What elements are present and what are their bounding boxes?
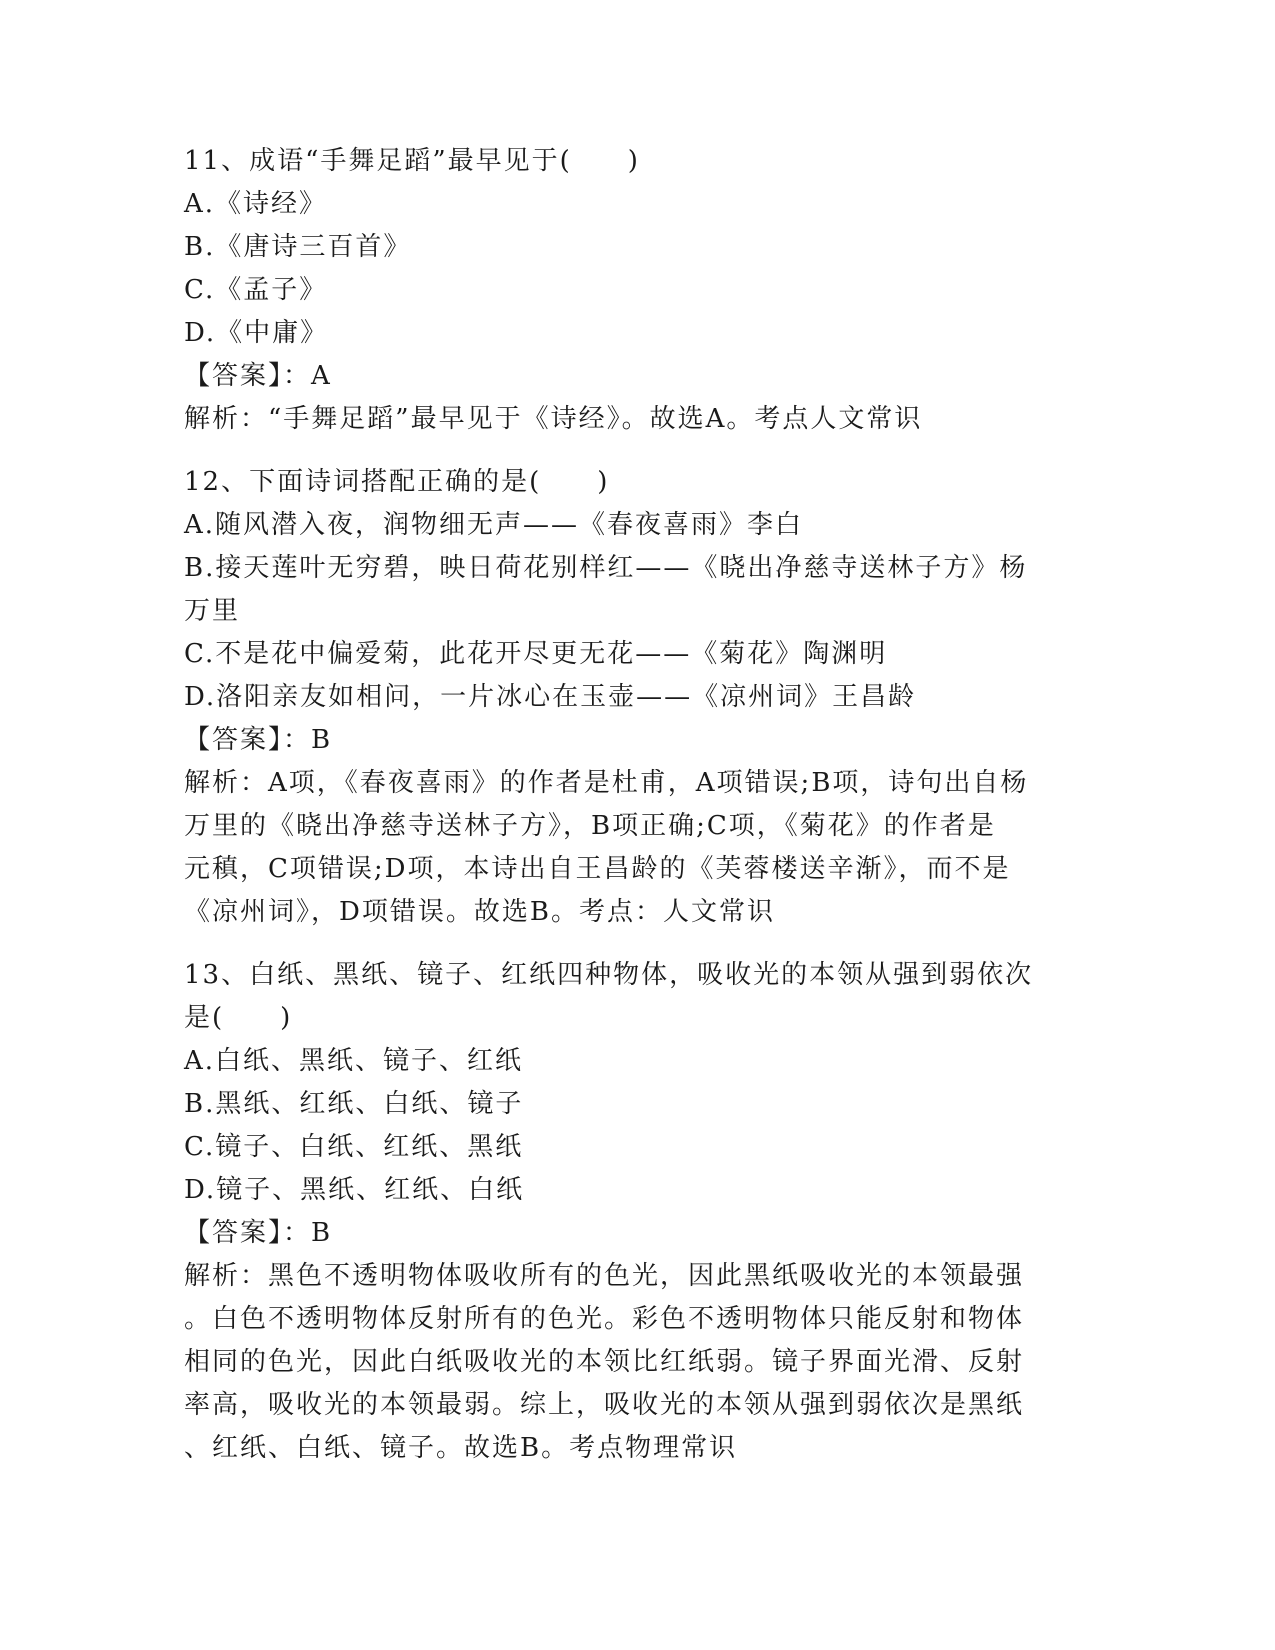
option-c: C.不是花中偏爱菊，此花开尽更无花——《菊花》陶渊明 (184, 639, 888, 669)
question-13 (184, 954, 1064, 1470)
analysis-line: 率高，吸收光的本领最弱。综上，吸收光的本领从强到弱依次是黑纸 (184, 1390, 1025, 1420)
option-c: C.《孟子》 (184, 275, 328, 305)
answer: 【答案】：B (184, 725, 333, 755)
option-a: A.《诗经》 (184, 189, 328, 219)
answer: 【答案】：B (184, 1218, 333, 1248)
option-d: D.洛阳亲友如相问，一片冰心在玉壶——《凉州词》王昌龄 (184, 682, 917, 712)
analysis-line: 。白色不透明物体反射所有的色光。彩色不透明物体只能反射和物体 (184, 1304, 1025, 1334)
analysis-line: 解析：黑色不透明物体吸收所有的色光，因此黑纸吸收光的本领最强 (184, 1261, 1025, 1291)
option-c: C.镜子、白纸、红纸、黑纸 (184, 1132, 524, 1162)
option-d: D.《中庸》 (184, 318, 329, 348)
analysis-line: 《凉州词》，D项错误。故选B。考点：人文常识 (184, 897, 775, 927)
option-b: B.接天莲叶无穷碧，映日荷花别样红——《晓出净慈寺送林子方》杨 (184, 553, 1028, 583)
question-11 (184, 140, 1064, 441)
option-b: B.《唐诗三百首》 (184, 232, 412, 262)
option-d: D.镜子、黑纸、红纸、白纸 (184, 1175, 525, 1205)
analysis-line: 万里的《晓出净慈寺送林子方》，B项正确;C项，《菊花》的作者是 (184, 811, 996, 841)
question-stem: 11、成语“手舞足蹈”最早见于( ) (184, 146, 640, 176)
option-b-continued: 万里 (184, 596, 241, 626)
question-stem-continued: 是( ) (184, 1003, 293, 1033)
option-a: A.白纸、黑纸、镜子、红纸 (184, 1046, 524, 1076)
analysis-line: 相同的色光，因此白纸吸收光的本领比红纸弱。镜子界面光滑、反射 (184, 1347, 1025, 1377)
option-b: B.黑纸、红纸、白纸、镜子 (184, 1089, 524, 1119)
option-a: A.随风潜入夜，润物细无声——《春夜喜雨》李白 (184, 510, 804, 540)
question-stem: 13、白纸、黑纸、镜子、红纸四种物体，吸收光的本领从强到弱依次 (184, 960, 1034, 990)
analysis-line: 解析：“手舞足蹈”最早见于《诗经》。故选A。考点人文常识 (184, 404, 923, 434)
answer: 【答案】：A (184, 361, 332, 391)
document-page (184, 140, 1064, 1470)
question-stem: 12、下面诗词搭配正确的是( ) (184, 467, 610, 497)
analysis-line: 解析：A项，《春夜喜雨》的作者是杜甫，A项错误;B项，诗句出自杨 (184, 768, 1029, 798)
analysis-line: 元稹，C项错误;D项，本诗出自王昌龄的《芙蓉楼送辛渐》，而不是 (184, 854, 1011, 884)
analysis-line: 、红纸、白纸、镜子。故选B。考点物理常识 (184, 1433, 738, 1463)
question-12 (184, 461, 1064, 934)
